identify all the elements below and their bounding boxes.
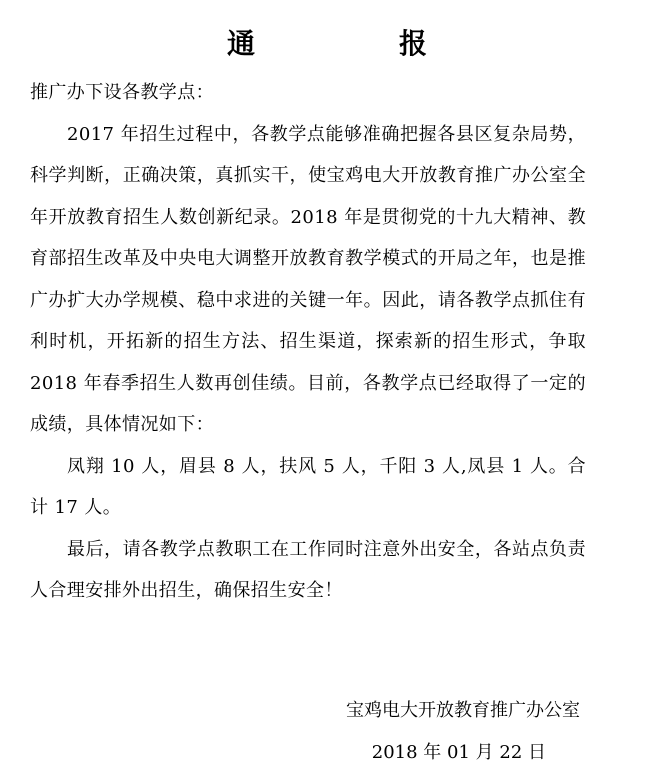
paragraph-recruitment-summary: 2017 年招生过程中，各教学点能够准确把握各县区复杂局势，科学判断，正确决策，真抓实干，使宝鸡电大开放教育推广办公室全年开放教育招生人数创新纪录。2018 年是贯彻党的十九大精神、教育部招生改革及中央电大调整开放教育教学模式的开局之年，也是推广办扩大办学规模、稳中求进的关键一年。因此，请各教学点抓住有利时机，开拓新的招生方法、招生渠道，探索新的招生形式，争取 2018 年春季招生人数再创佳绩。目前，各教学点已经取得了一定的成绩，具体情况如下： [30, 123, 586, 435]
paragraph-enrollment-figures: 凤翔 10 人，眉县 8 人，扶风 5 人，千阳 3 人,凤县 1 人。合计 17 人。 [30, 455, 586, 518]
signature-date: 2018 年 01 月 22 日 [371, 742, 546, 763]
document-body [30, 72, 586, 612]
document-title: 通 报 [226, 27, 485, 60]
signature-organization: 宝鸡电大开放教育推广办公室 [346, 700, 580, 721]
paragraph-safety-reminder: 最后，请各教学点教职工在工作同时注意外出安全，各站点负责人合理安排外出招生，确保招生安全！ [30, 538, 586, 601]
salutation: 推广办下设各教学点： [30, 82, 214, 103]
